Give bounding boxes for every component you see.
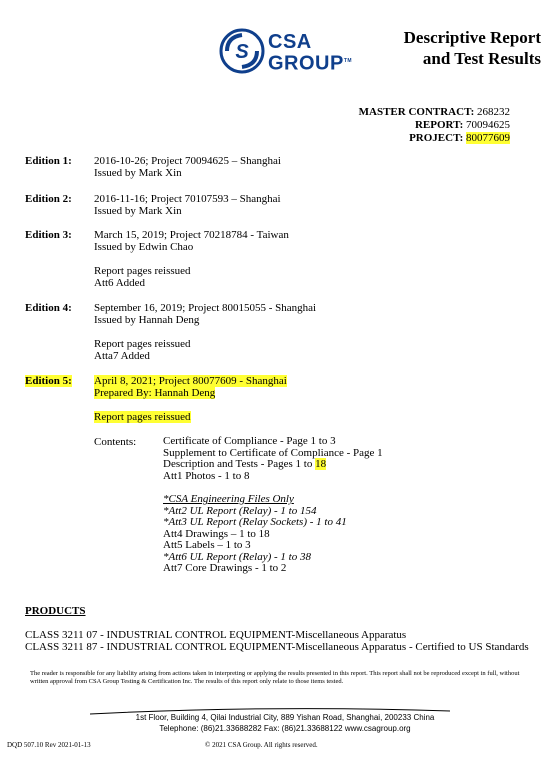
list-item: Att5 Labels – 1 to 3 [163,539,251,551]
edition-3-text: March 15, 2019; Project 70218784 - Taiwan Issued by Edwin Chao Report pages reissued Att6 Added [94,229,289,289]
list-item: *Att6 UL Report (Relay) - 1 to 38 [163,550,311,563]
list-item: Att4 Drawings – 1 to 18 [163,527,270,540]
master-contract: MASTER CONTRACT: 268232 [358,106,510,118]
logo-line1: CSA [268,31,312,53]
disclaimer: The reader is responsible for any liability arising from actions taken in interpreting or applying the results presented in this report. This report shall not be reproduced except in full, without written approval from CSA Group Testing & Certification Inc. The results of this report only relate to those items tested. [30,670,520,685]
contents-label: Contents: [94,436,137,448]
edition-5-label: Edition 5: [25,375,72,387]
copyright: © 2021 CSA Group. All rights reserved. [205,741,318,749]
list-item: Att7 Core Drawings - 1 to 2 [163,562,287,574]
edition-5-text: April 8, 2021; Project 80077609 - Shanghai Prepared By: Hannah Deng Report pages reissued [94,375,287,423]
logo-wordmark [268,33,352,74]
edition-3-label: Edition 3: [25,229,72,241]
svg-text:S: S [235,41,249,63]
edition-4-label: Edition 4: [25,302,72,314]
doc-id: DQD 507.10 Rev 2021-01-13 [7,741,91,749]
edition-2-text: 2016-11-16; Project 70107593 – Shanghai Issued by Mark Xin [94,193,281,217]
edition-4-text: September 16, 2019; Project 80015055 - Shanghai Issued by Hannah Deng Report pages reissued Atta7 Added [94,302,317,362]
list-item: *CSA Engineering Files Only [163,493,294,505]
report-number: REPORT: 70094625 [414,119,510,131]
title-line1: Descriptive Report [403,28,541,47]
list-item: Supplement to Certificate of Compliance - Page 1 [163,446,383,459]
logo-line2: GROUP™ [268,52,353,75]
list-item: Certificate of Compliance - Page 1 to 3 [163,435,336,447]
project-number: PROJECT: 80077609 [409,132,510,144]
title-line2: and Test Results [422,49,541,68]
products-list: CLASS 3211 07 - INDUSTRIAL CONTROL EQUIPMENT-Miscellaneous Apparatus CLASS 3211 87 - INDUSTRIAL CONTROL EQUIPMENT-Miscellaneous Apparatus - Certified to US Standards [25,629,529,653]
edition-1-label: Edition 1: [25,155,72,167]
list-item: *Att3 UL Report (Relay Sockets) - 1 to 41 [163,516,347,528]
edition-2-label: Edition 2: [25,193,72,205]
report-meta [359,106,510,145]
list-item: Att1 Photos - 1 to 8 [163,469,250,482]
report-title [404,27,541,69]
footer-address: 1st Floor, Building 4, Qilai Industrial City, 889 Yishan Road, Shanghai, 200233 China Telephone: (86)21.33688282 Fax: (86)21.33688122 www.csagroup.org [135,713,435,733]
contents-list [163,436,383,575]
list-item: *Att2 UL Report (Relay) - 1 to 154 [163,504,317,517]
edition-1-text: 2016-10-26; Project 70094625 – Shanghai Issued by Mark Xin [94,155,281,179]
products-heading: PRODUCTS [25,605,86,617]
list-item: Description and Tests - Pages 1 to 18 [163,458,327,470]
